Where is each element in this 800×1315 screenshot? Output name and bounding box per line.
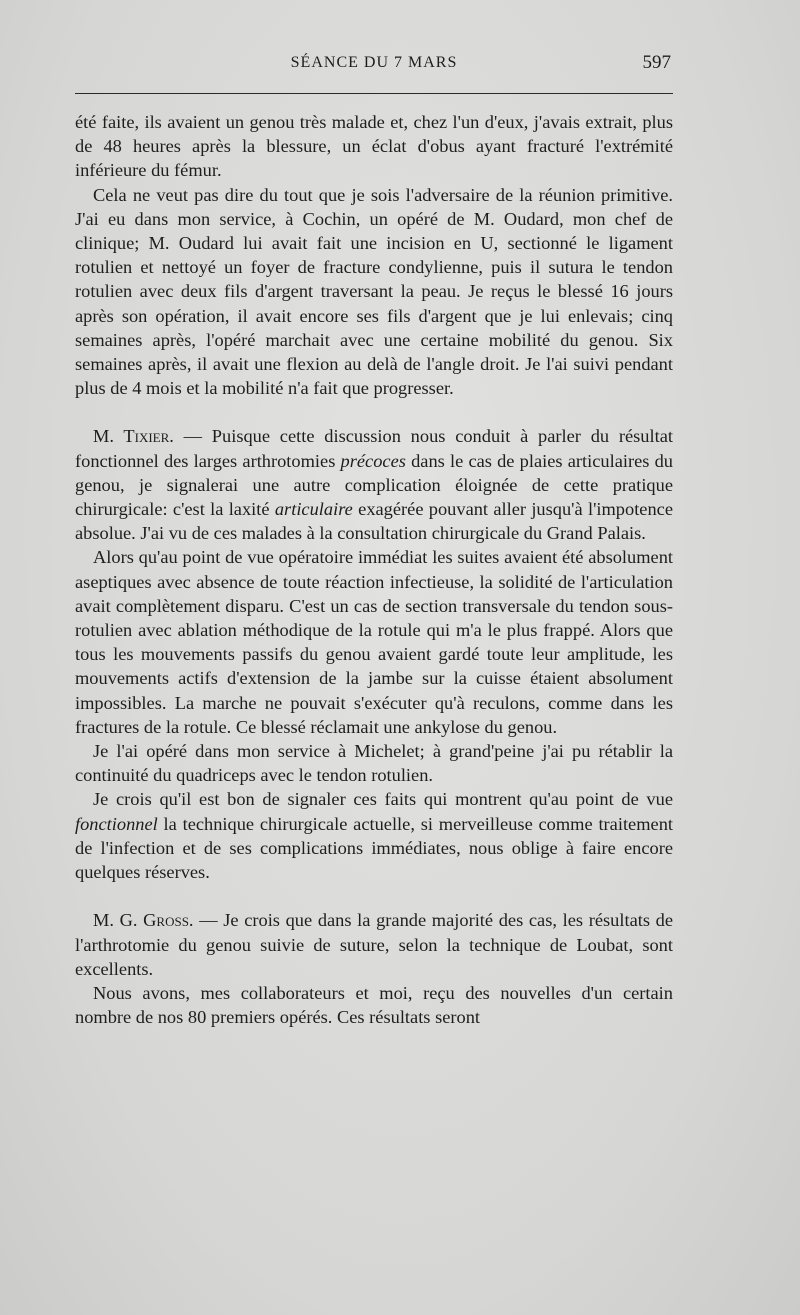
text-segment: exagérée pouvant aller jusqu'à l'impotence absolue. J'ai vu de ces malades à la consultation chirurgicale du Grand Palais. xyxy=(75,499,673,544)
paragraph xyxy=(75,787,673,884)
page-header xyxy=(75,50,673,82)
speaker-name: M. Tixier. xyxy=(93,426,174,447)
paragraph xyxy=(75,981,673,1029)
italic-text: articulaire xyxy=(274,499,353,520)
text-segment: dans le cas de plaies articulaires du genou, je signalerai une autre complication éloignée de cette pratique chirurgicale: c'est la laxité xyxy=(75,450,673,520)
text-segment: la technique chirurgicale actuelle, si merveilleuse comme traitement de l'infection et de ses complications immédiates, nous oblige à faire encore quelques réserves. xyxy=(75,813,673,883)
text-segment: — Puisque cette discussion nous conduit à parler du résultat fonctionnel des larges arthrotomies xyxy=(75,426,673,471)
italic-text: fonctionnel xyxy=(75,813,158,834)
body-text xyxy=(75,110,673,1029)
paragraph xyxy=(75,545,673,739)
page-number: 597 xyxy=(642,52,671,73)
text-segment: — Je crois que dans la grande majorité des cas, les résultats de l'arthrotomie du genou suivie de suture, selon la technique de Loubat, sont excellents. xyxy=(75,910,674,979)
paragraph xyxy=(75,424,673,545)
paragraph xyxy=(75,183,673,401)
text-segment: Nous avons, mes collaborateurs et moi, reçu des nouvelles d'un certain nombre de nos 80 premiers opérés. Ces résultats seront xyxy=(75,982,673,1028)
text-segment: Je crois qu'il est bon de signaler ces faits qui montrent qu'au point de vue xyxy=(93,789,673,810)
italic-text: précoces xyxy=(340,450,406,471)
header-rule xyxy=(75,93,673,94)
running-head: SÉANCE DU 7 MARS xyxy=(290,54,458,71)
text-segment: Alors qu'au point de vue opératoire immédiat les suites avaient été absolument aseptiques avec absence de toute réaction infectieuse, la solidité de l'articulation avait complètement disparu. C'est un cas de section transversale du tendon sous-rotulien avec ablation méthodique de la rotule qui m'a le plus frappé. Alors que tous les mouvements passifs du genou avaient gardé toute leur amplitude, les mouvements actifs d'extension de la jambe sur la cuisse étaient absolument impossibles. La marche ne pouvait s'exécuter qu'à reculons, comme dans les fractures de la rotule. Ce blessé réclamait une ankylose du genou. xyxy=(75,547,673,737)
text-segment: Cela ne veut pas dire du tout que je sois l'adversaire de la réunion primitive. J'ai eu dans mon service, à Cochin, un opéré de M. Oudard, mon chef de clinique; M. Oudard lui avait fait une incision en U, sectionné le ligament rotulien et nettoyé un foyer de fracture condylienne, puis il sutura le tendon rotulien avec deux fils d'argent traversant la peau. Je reçus le blessé 16 jours après son opération, il avait encore ses fils d'argent que je lui enlevais; cinq semaines après, l'opéré marchait avec une certaine mobilité du genou. Six semaines après, il avait une flexion au delà de l'angle droit. Je l'ai suivi pendant plus de 4 mois et la mobilité n'a fait que progresser. xyxy=(75,184,673,399)
paragraph xyxy=(75,110,673,183)
speaker-name: M. G. Gross. xyxy=(93,910,194,931)
text-segment: Je l'ai opéré dans mon service à Michelet; à grand'peine j'ai pu rétablir la continuité du quadriceps avec le tendon rotulien. xyxy=(75,741,673,786)
paragraph xyxy=(75,739,673,787)
text-segment: été faite, ils avaient un genou très malade et, chez l'un d'eux, j'avais extrait, plus de 48 heures après la blessure, un éclat d'obus ayant fracturé l'extrémité inférieure du fémur. xyxy=(75,112,673,181)
paragraph xyxy=(75,908,673,981)
